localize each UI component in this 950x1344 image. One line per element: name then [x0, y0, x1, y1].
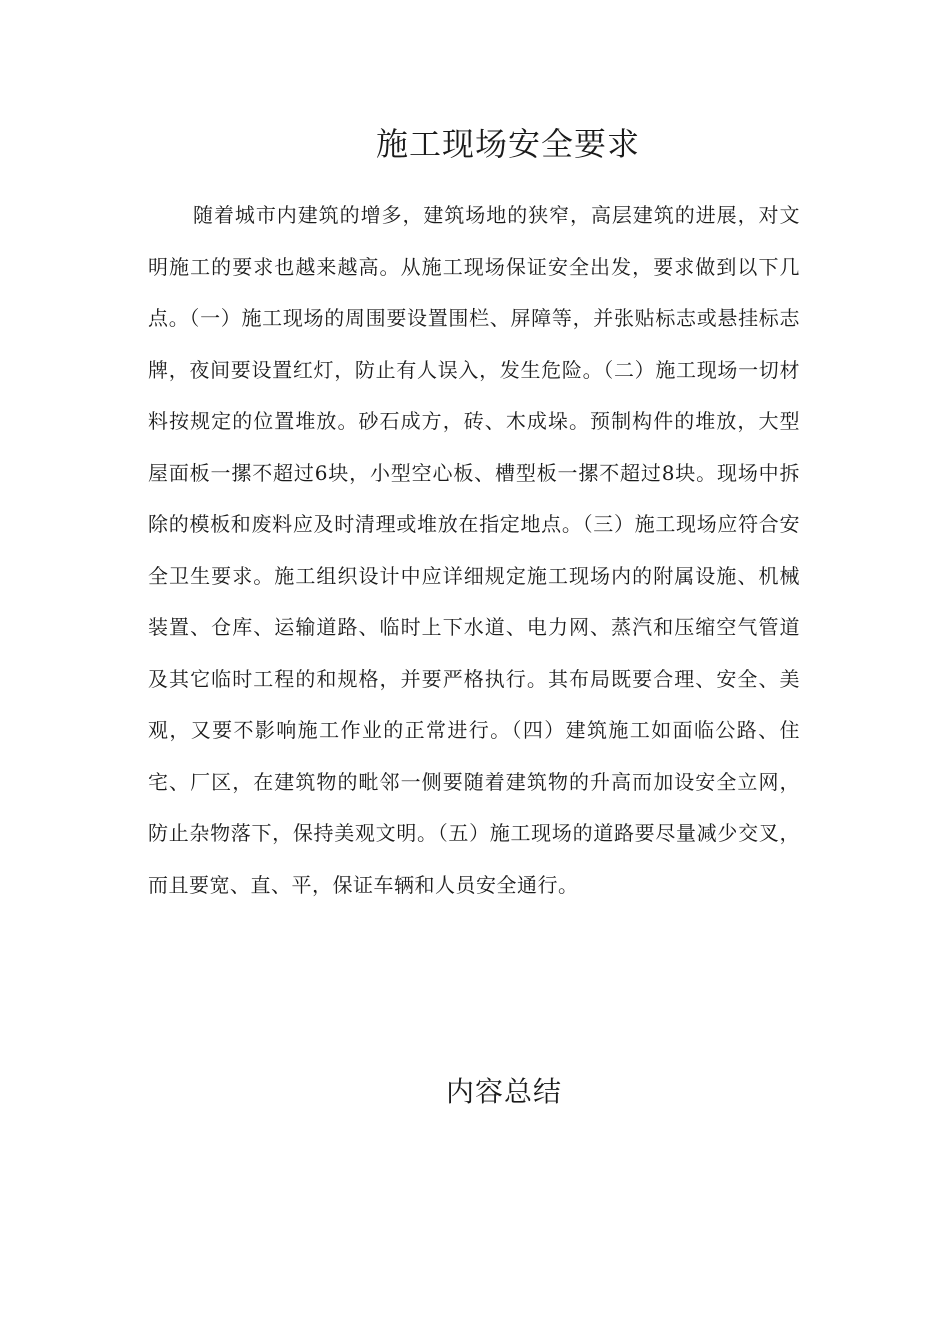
document-title: 施工现场安全要求: [375, 125, 640, 163]
body-paragraph: 随着城市内建筑的增多，建筑场地的狭窄，高层建筑的进展，对文明施工的要求也越来越高。从施工现场保证安全出发，要求做到以下几点。（一）施工现场的周围要设置围栏、屏障等，并张贴标志或悬挂标志牌，夜间要设置红灯，防止有人误入，发生危险。（二）施工现场一切材料按规定的位置堆放。砂石成方，砖、木成垛。预制构件的堆放，大型屋面板一摞不超过6块，小型空心板、槽型板一摞不超过8块。现场中拆除的模板和废料应及时清理或堆放在指定地点。（三）施工现场应符合安全卫生要求。施工组织设计中应详细规定施工现场内的附属设施、机械装置、仓库、运输道路、临时上下水道、电力网、蒸汽和压缩空气管道及其它临时工程的和规格，并要严格执行。其布局既要合理、安全、美观，又要不影响施工作业的正常进行。（四）建筑施工如面临公路、住宅、厂区，在建筑物的毗邻一侧要随着建筑物的升高而加设安全立网，防止杂物落下，保持美观文明。（五）施工现场的道路要尽量减少交叉，而且要宽、直、平，保证车辆和人员安全通行。: [148, 203, 800, 897]
summary-heading: 内容总结: [445, 1075, 562, 1108]
